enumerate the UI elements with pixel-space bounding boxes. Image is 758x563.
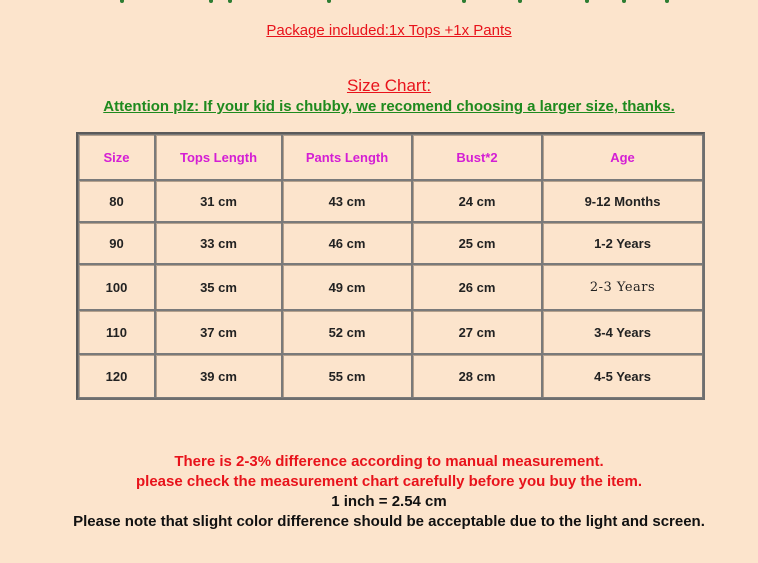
cell-bust: 25 cm (412, 222, 542, 264)
cell-age: 1-2 Years (542, 222, 703, 264)
notes-block (0, 452, 758, 532)
cell-age: 4-5 Years (542, 354, 703, 398)
cell-age: 9-12 Months (542, 180, 703, 222)
inch-conversion-note: 1 inch = 2.54 cm (331, 493, 447, 510)
package-included-text: Package included:1x Tops +1x Pants (266, 22, 512, 39)
check-chart-note: please check the measurement chart carefully before you buy the item. (135, 473, 642, 490)
table-header-row (78, 134, 703, 180)
cell-size: 80 (78, 180, 155, 222)
cell-bust: 24 cm (412, 180, 542, 222)
cell-bust: 26 cm (412, 264, 542, 310)
size-chart-table (76, 132, 705, 400)
header-size: Size (78, 134, 155, 180)
cell-tops-length: 35 cm (155, 264, 282, 310)
cell-tops-length: 33 cm (155, 222, 282, 264)
cell-size: 100 (78, 264, 155, 310)
table-row (78, 222, 703, 264)
attention-note: Attention plz: If your kid is chubby, we recomend choosing a larger size, thanks. (103, 98, 675, 115)
cell-bust: 28 cm (412, 354, 542, 398)
size-chart-title: Size Chart: (346, 76, 432, 95)
header-bust: Bust*2 (412, 134, 542, 180)
cell-tops-length: 37 cm (155, 310, 282, 354)
table-row (78, 264, 703, 310)
cell-size: 90 (78, 222, 155, 264)
cropped-top-strip (0, 0, 758, 6)
cell-pants-length: 52 cm (282, 310, 412, 354)
cell-pants-length: 49 cm (282, 264, 412, 310)
header-tops-length: Tops Length (155, 134, 282, 180)
cell-size: 120 (78, 354, 155, 398)
table-row (78, 354, 703, 398)
table-row (78, 310, 703, 354)
cell-size: 110 (78, 310, 155, 354)
cell-pants-length: 43 cm (282, 180, 412, 222)
cell-tops-length: 31 cm (155, 180, 282, 222)
cell-pants-length: 46 cm (282, 222, 412, 264)
cell-age: 2-3 Years (542, 264, 703, 310)
cell-tops-length: 39 cm (155, 354, 282, 398)
cell-pants-length: 55 cm (282, 354, 412, 398)
color-difference-note: Please note that slight color difference should be acceptable due to the light and screen. (73, 513, 705, 530)
header-age: Age (542, 134, 703, 180)
cell-bust: 27 cm (412, 310, 542, 354)
header-pants-length: Pants Length (282, 134, 412, 180)
cell-age: 3-4 Years (542, 310, 703, 354)
table-row (78, 180, 703, 222)
difference-note: There is 2-3% difference according to manual measurement. (174, 453, 604, 470)
